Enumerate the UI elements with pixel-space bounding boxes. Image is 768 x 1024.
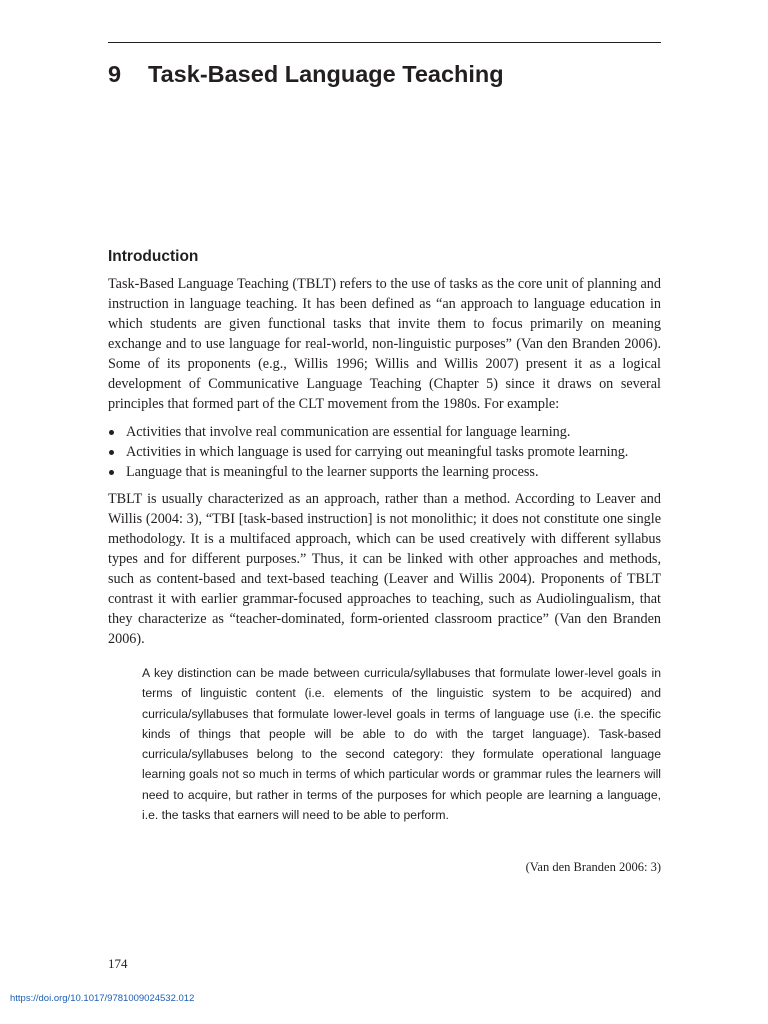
quote-citation: (Van den Branden 2006: 3) (525, 860, 661, 874)
bullet-icon (109, 450, 114, 455)
page-number: 174 (108, 956, 128, 971)
list-item-text: Language that is meaningful to the learner supports the learning process. (126, 464, 539, 480)
intro-paragraph: Task-Based Language Teaching (TBLT) refers to the use of tasks as the core unit of planning and instruction in language teaching. It has been defined as “an approach to language education in which students are given functional tasks that invite them to focus primarily on meaning exchange and to use language for real-world, non-linguistic purposes” (Van den Branden 2006). Some of its proponents (e.g., Willis 1996; Willis and Willis 2007) present it as a logical development of Communicative Language Teaching (Chapter 5) since it draws on several principles that formed part of the CLT movement from the 1980s. For example: (108, 276, 661, 412)
list-item (108, 422, 661, 442)
section-heading: Introduction (108, 248, 199, 265)
list-item-text: Activities that involve real communication are essential for language learning. (126, 424, 571, 440)
approach-paragraph: TBLT is usually characterized as an approach, rather than a method. According to Leaver and Willis (2004: 3), “TBI [task-based instruction] is not monolithic; it does not constitute one single methodology. It is a multifaced approach, which can be used creatively with different syllabus types and for different purposes.” Thus, it can be linked with other approaches and methods, such as content-based and text-based teaching (Leaver and Willis 2004). Proponents of TBLT contrast it with earlier grammar-focused approaches to teaching, such as Audiolingualism, that they characterize as “teacher-dominated, form-oriented classroom practice” (Van den Branden 2006). (108, 491, 661, 647)
header-rule (108, 42, 661, 43)
doi-link[interactable]: https://doi.org/10.1017/9781009024532.012 (10, 993, 195, 1004)
chapter-number: 9 (108, 61, 122, 87)
chapter-title-text: Task-Based Language Teaching (148, 61, 504, 87)
list-item (108, 442, 661, 462)
list-item-text: Activities in which language is used for carrying out meaningful tasks promote learning. (126, 444, 629, 460)
principles-list (108, 422, 661, 482)
list-item (108, 462, 661, 482)
chapter-title (108, 58, 504, 90)
bullet-icon (109, 470, 114, 475)
bullet-icon (109, 430, 114, 435)
block-quote: A key distinction can be made between curricula/syllabuses that formulate lower-level goals in terms of linguistic content (i.e. elements of the linguistic system to be acquired) and curricula/syllabuses that formulate lower-level goals in terms of language use (i.e. the specific kinds of things that people will be able to do with the target language). Task-based curricula/syllabuses belong to the second category: they formulate operational language learning goals not so much in terms of which particular words or grammar rules the learners will need to acquire, but rather in terms of the purposes for which people are learning a language, i.e. the tasks that earners will need to be able to perform. (142, 666, 661, 823)
